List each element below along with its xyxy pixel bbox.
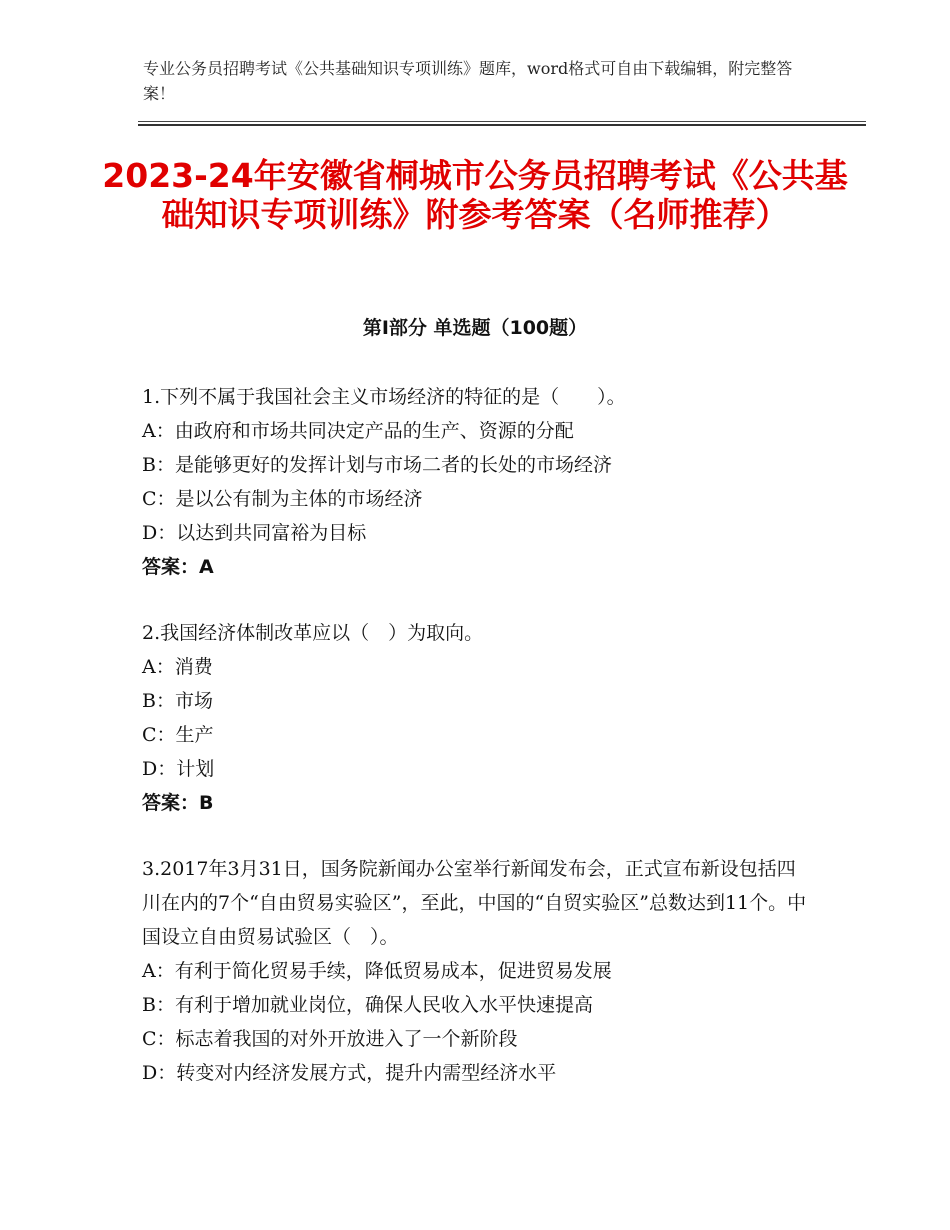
header-note: 专业公务员招聘考试《公共基础知识专项训练》题库，word格式可自由下载编辑，附完整答案！ xyxy=(143,59,793,103)
option-c: C：生产 xyxy=(142,724,214,746)
document-title: 2023-24年安徽省桐城市公务员招聘考试《公共基础知识专项训练》附参考答案（名师推荐） xyxy=(102,156,848,234)
question-item xyxy=(142,852,812,1090)
option-b: B：市场 xyxy=(142,690,213,712)
option-a: A：由政府和市场共同决定产品的生产、资源的分配 xyxy=(142,420,574,442)
header-divider-thick xyxy=(138,124,866,126)
option-a: A：有利于简化贸易手续，降低贸易成本，促进贸易发展 xyxy=(142,960,612,982)
question-item xyxy=(142,380,812,584)
option-c: C：是以公有制为主体的市场经济 xyxy=(142,488,423,510)
header-divider-thin xyxy=(138,121,866,122)
option-d: D：以达到共同富裕为目标 xyxy=(142,522,367,544)
question-text: 1.下列不属于我国社会主义市场经济的特征的是（ ）。 xyxy=(142,386,626,408)
section-title: 第Ⅰ部分 单选题（100题） xyxy=(362,317,588,339)
option-d: D：转变对内经济发展方式，提升内需型经济水平 xyxy=(142,1062,557,1084)
question-item xyxy=(142,616,812,820)
option-c: C：标志着我国的对外开放进入了一个新阶段 xyxy=(142,1028,518,1050)
question-list xyxy=(142,380,812,1122)
option-b: B：是能够更好的发挥计划与市场二者的长处的市场经济 xyxy=(142,454,612,476)
option-d: D：计划 xyxy=(142,758,215,780)
question-text: 2.我国经济体制改革应以（ ）为取向。 xyxy=(142,622,484,644)
option-b: B：有利于增加就业岗位，确保人民收入水平快速提高 xyxy=(142,994,593,1016)
question-text: 3.2017年3月31日，国务院新闻办公室举行新闻发布会，正式宣布新设包括四川在内的7个“自由贸易实验区”，至此，中国的“自贸实验区”总数达到11个。中国设立自由贸易试验区（ ）。 xyxy=(142,858,807,948)
answer-label: 答案：B xyxy=(142,792,214,814)
option-a: A：消费 xyxy=(142,656,213,678)
answer-label: 答案：A xyxy=(142,556,214,578)
